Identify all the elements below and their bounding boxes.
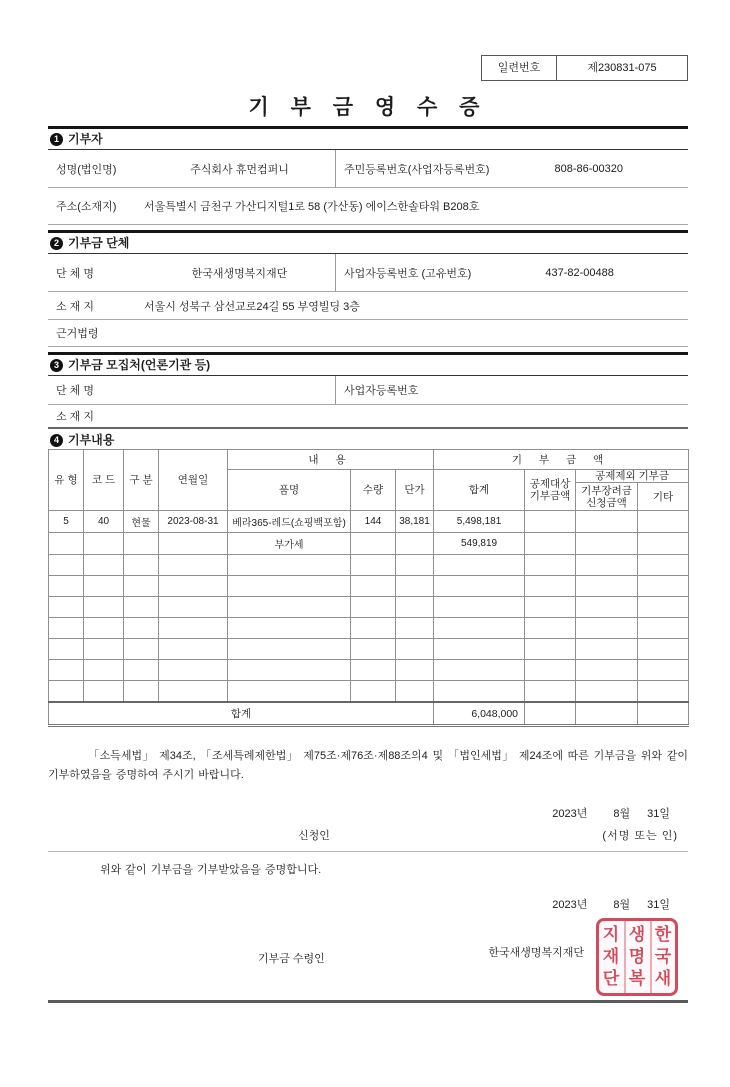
section-number-badge: 3 xyxy=(50,359,63,372)
serial-number-box xyxy=(481,55,688,81)
table-cell xyxy=(396,555,434,576)
table-cell xyxy=(396,576,434,597)
table-cell xyxy=(159,533,228,555)
donor-address-value: 서울특별시 금천구 가산디지털1로 58 (가산동) 에이스한솔타워 B208호 xyxy=(144,201,480,213)
table-row xyxy=(49,618,689,639)
table-cell xyxy=(228,681,351,703)
table-cell xyxy=(525,576,576,597)
applicant-row xyxy=(48,827,688,843)
month-text: 8월 xyxy=(613,808,631,820)
table-cell xyxy=(159,555,228,576)
table-cell xyxy=(576,511,638,533)
table-cell xyxy=(84,618,124,639)
org-heading-label: 기부금 단체 xyxy=(68,236,130,250)
table-cell xyxy=(124,618,159,639)
header-content-group: 내 용 xyxy=(228,450,434,470)
org-name-label: 단 체 명 xyxy=(56,267,94,280)
collector-name-half xyxy=(48,376,336,404)
table-cell xyxy=(576,533,638,555)
table-cell xyxy=(124,681,159,703)
collector-reg-label: 사업자등록번호 xyxy=(344,385,419,397)
table-cell xyxy=(525,702,576,726)
table-cell xyxy=(638,533,689,555)
table-header-row xyxy=(49,450,689,470)
table-cell xyxy=(434,576,525,597)
table-cell xyxy=(525,555,576,576)
page-title: 기 부 금 영 수 증 xyxy=(248,96,488,119)
separator-line xyxy=(48,851,688,852)
recipient-date-line xyxy=(48,896,688,912)
table-cell xyxy=(638,597,689,618)
table-cell xyxy=(576,639,638,660)
table-cell xyxy=(525,660,576,681)
org-law-row xyxy=(48,320,688,347)
table-cell xyxy=(576,702,638,726)
table-cell xyxy=(124,555,159,576)
table-cell xyxy=(49,681,84,703)
header-date: 연월일 xyxy=(159,450,228,511)
header-qty: 수량 xyxy=(351,470,396,511)
table-cell xyxy=(351,639,396,660)
table-cell xyxy=(396,533,434,555)
section-collector xyxy=(48,352,688,429)
table-cell: 2023-08-31 xyxy=(159,511,228,533)
table-cell xyxy=(228,597,351,618)
recipient-label: 기부금 수령인 xyxy=(258,953,325,965)
signature-note: (서명 또는 인) xyxy=(602,830,678,842)
donor-name-value: 주식회사 휴먼컴퍼니 xyxy=(190,163,289,176)
table-row xyxy=(49,533,689,555)
table-cell xyxy=(84,555,124,576)
table-row xyxy=(49,639,689,660)
day-text: 31일 xyxy=(647,808,670,820)
table-row xyxy=(49,576,689,597)
table-cell xyxy=(434,597,525,618)
table-cell xyxy=(525,597,576,618)
table-cell xyxy=(228,618,351,639)
table-cell xyxy=(396,681,434,703)
table-cell xyxy=(638,639,689,660)
table-cell: 현물 xyxy=(124,511,159,533)
table-cell xyxy=(84,576,124,597)
bottom-rule xyxy=(48,1000,688,1003)
total-label: 합계 xyxy=(49,702,434,726)
table-cell xyxy=(351,660,396,681)
donor-heading-label: 기부자 xyxy=(68,132,103,146)
table-cell xyxy=(124,639,159,660)
collector-section-heading xyxy=(48,355,688,376)
recipient-org-name: 한국새생명복지재단 xyxy=(488,947,584,959)
table-cell xyxy=(434,639,525,660)
header-incentive: 기부장려금 신청금액 xyxy=(576,483,638,511)
table-cell xyxy=(525,639,576,660)
table-cell xyxy=(576,576,638,597)
certify-statement: 위와 같이 기부금을 기부받았음을 증명합니다. xyxy=(100,864,322,876)
stamp-column: 생명복 xyxy=(624,921,649,993)
table-cell xyxy=(638,660,689,681)
table-cell xyxy=(84,681,124,703)
stamp-column: 지재단 xyxy=(602,925,620,988)
year-text: 2023년 xyxy=(552,899,588,911)
table-cell xyxy=(525,681,576,703)
header-type: 유 형 xyxy=(49,450,84,511)
table-cell xyxy=(638,681,689,703)
org-address-value: 서울시 성북구 삼선교로24길 55 부영빌딩 3층 xyxy=(144,300,360,313)
stamp-column: 한국새 xyxy=(650,921,675,993)
table-cell xyxy=(228,660,351,681)
collector-name-label: 단 체 명 xyxy=(56,385,94,397)
section-number-badge: 1 xyxy=(50,133,63,146)
table-cell xyxy=(351,576,396,597)
table-cell xyxy=(124,597,159,618)
month-text: 8월 xyxy=(613,899,631,911)
table-cell xyxy=(351,681,396,703)
table-cell xyxy=(228,576,351,597)
donor-name-label: 성명(법인명) xyxy=(56,163,117,176)
table-cell xyxy=(576,660,638,681)
table-cell xyxy=(638,555,689,576)
table-cell xyxy=(49,597,84,618)
table-cell xyxy=(124,533,159,555)
table-cell xyxy=(159,597,228,618)
collector-address-label: 소 재 지 xyxy=(56,411,94,423)
header-category: 구 분 xyxy=(124,450,159,511)
table-cell: 부가세 xyxy=(228,533,351,555)
details-heading-label: 기부내용 xyxy=(68,433,115,447)
donor-reg-half xyxy=(336,150,688,187)
table-cell xyxy=(49,533,84,555)
table-row xyxy=(49,597,689,618)
table-cell xyxy=(84,639,124,660)
serial-number-value: 제230831-075 xyxy=(587,62,657,74)
donor-name-row xyxy=(48,150,688,188)
donor-name-half xyxy=(48,150,336,187)
table-cell: 144 xyxy=(351,511,396,533)
collector-reg-half xyxy=(336,376,688,404)
year-text: 2023년 xyxy=(552,808,588,820)
table-cell xyxy=(49,555,84,576)
table-cell xyxy=(576,618,638,639)
table-cell xyxy=(351,533,396,555)
header-unit-price: 단가 xyxy=(396,470,434,511)
collector-address-row xyxy=(48,405,688,429)
org-reg-value: 437-82-00488 xyxy=(545,266,614,279)
receipt-page xyxy=(48,55,688,1003)
legal-text: 「소득세법」 제34조, 「조세특례제한법」 제75조·제76조·제88조의4 및 「법인세법」 제24조에 따른 기부금을 위와 같이 기부하였음을 증명하여 주시기 바랍니다. xyxy=(48,750,688,781)
table-cell: 40 xyxy=(84,511,124,533)
table-cell xyxy=(638,702,689,726)
total-value: 6,048,000 xyxy=(434,702,525,726)
table-cell xyxy=(49,576,84,597)
table-cell xyxy=(159,639,228,660)
header-total: 합계 xyxy=(434,470,525,511)
donor-address-label: 주소(소재지) xyxy=(56,201,117,213)
serial-number-label: 일련번호 xyxy=(482,56,557,80)
donor-section-heading xyxy=(48,129,688,150)
table-cell xyxy=(576,681,638,703)
table-cell: 5,498,181 xyxy=(434,511,525,533)
table-cell xyxy=(84,597,124,618)
table-total-row xyxy=(49,702,689,726)
header-code: 코 드 xyxy=(84,450,124,511)
table-cell: 549,819 xyxy=(434,533,525,555)
org-law-label: 근거법령 xyxy=(56,328,99,340)
donor-reg-value: 808-86-00320 xyxy=(554,162,623,175)
table-cell xyxy=(576,555,638,576)
table-cell xyxy=(396,618,434,639)
applicant-label: 신청인 xyxy=(298,830,330,842)
table-row xyxy=(49,681,689,703)
table-cell xyxy=(84,533,124,555)
table-cell xyxy=(638,511,689,533)
collector-name-row xyxy=(48,376,688,405)
table-cell xyxy=(638,618,689,639)
org-reg-half xyxy=(336,254,688,291)
header-deductible: 공제대상 기부금액 xyxy=(525,470,576,511)
section-donor xyxy=(48,126,688,225)
table-cell xyxy=(351,555,396,576)
table-cell: 5 xyxy=(49,511,84,533)
table-cell xyxy=(434,660,525,681)
table-row xyxy=(49,555,689,576)
table-row xyxy=(49,511,689,533)
table-cell xyxy=(228,555,351,576)
table-cell xyxy=(576,597,638,618)
table-cell xyxy=(396,597,434,618)
table-cell xyxy=(351,597,396,618)
table-cell xyxy=(434,555,525,576)
table-cell xyxy=(124,660,159,681)
applicant-date-line xyxy=(48,805,688,821)
table-cell xyxy=(434,618,525,639)
table-cell xyxy=(159,681,228,703)
org-address-label: 소 재 지 xyxy=(56,300,94,313)
official-seal-stamp xyxy=(596,918,678,996)
day-text: 31일 xyxy=(647,899,670,911)
recipient-area xyxy=(48,912,688,998)
org-section-heading xyxy=(48,233,688,254)
table-cell xyxy=(434,681,525,703)
table-cell xyxy=(49,639,84,660)
table-cell xyxy=(525,618,576,639)
table-cell: 38,181 xyxy=(396,511,434,533)
section-number-badge: 4 xyxy=(50,434,63,447)
table-cell xyxy=(228,639,351,660)
header-etc: 기타 xyxy=(638,483,689,511)
table-cell xyxy=(159,618,228,639)
table-cell xyxy=(396,639,434,660)
org-name-row xyxy=(48,254,688,292)
details-section-heading xyxy=(48,433,688,448)
donation-table xyxy=(48,449,689,727)
donor-address-row xyxy=(48,188,688,225)
org-name-value: 한국새생명복지재단 xyxy=(191,267,288,280)
org-name-half xyxy=(48,254,336,291)
table-cell xyxy=(396,660,434,681)
table-cell xyxy=(638,576,689,597)
table-cell xyxy=(124,576,159,597)
table-cell xyxy=(525,533,576,555)
donation-table-body xyxy=(49,511,689,703)
table-row xyxy=(49,660,689,681)
header-excluded-group: 공제제외 기부금 xyxy=(576,470,689,483)
table-cell xyxy=(49,618,84,639)
header-item: 품명 xyxy=(228,470,351,511)
org-address-row xyxy=(48,292,688,320)
collector-heading-label: 기부금 모집처(언론기관 등) xyxy=(68,358,211,372)
table-cell xyxy=(159,660,228,681)
table-cell xyxy=(159,576,228,597)
table-cell xyxy=(351,618,396,639)
header-amount-group: 기 부 금 액 xyxy=(434,450,689,470)
table-cell: 베라365-레드(쇼핑백포함) xyxy=(228,511,351,533)
table-cell xyxy=(84,660,124,681)
section-organization xyxy=(48,230,688,347)
section-number-badge: 2 xyxy=(50,237,63,250)
org-reg-label: 사업자등록번호 (고유번호) xyxy=(344,267,472,280)
table-cell xyxy=(49,660,84,681)
table-cell xyxy=(525,511,576,533)
donor-reg-label: 주민등록번호(사업자등록번호) xyxy=(344,163,490,176)
